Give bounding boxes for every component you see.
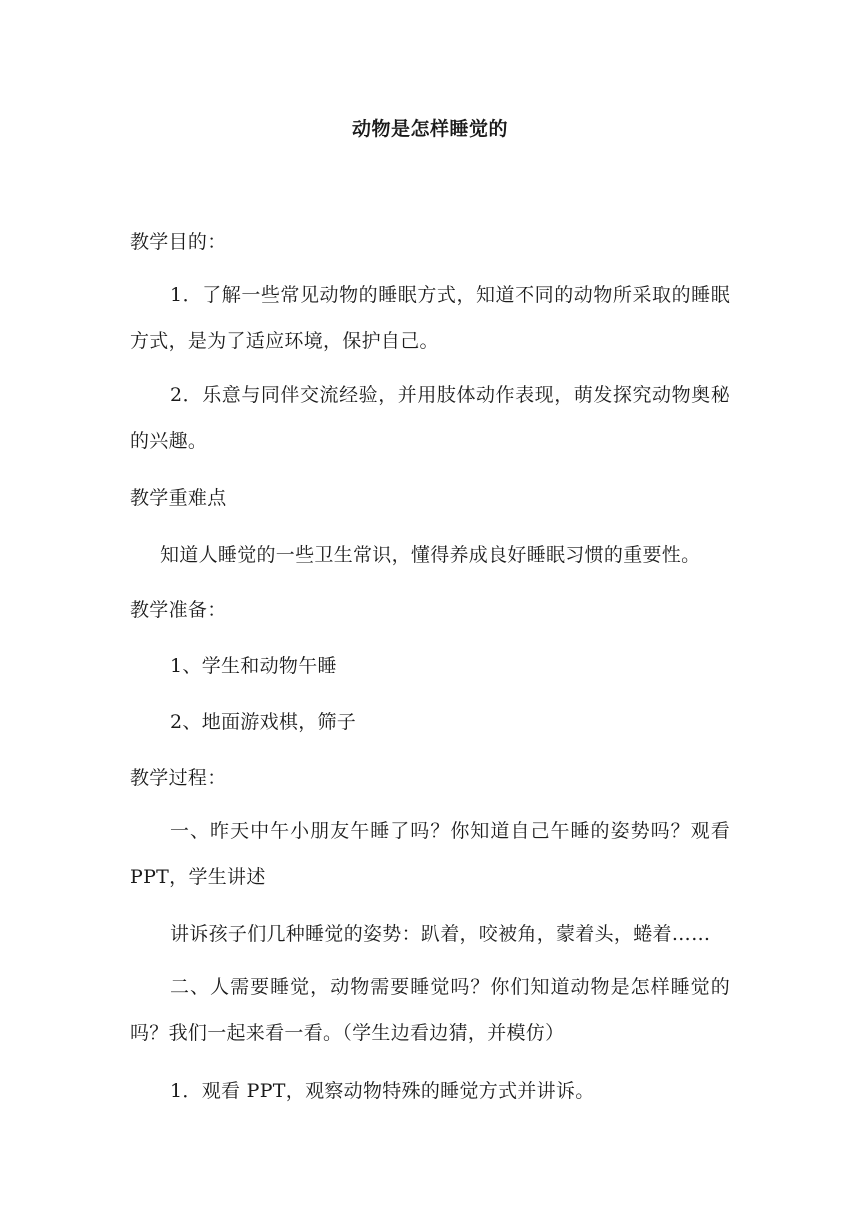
process-heading: 教学过程：	[130, 767, 227, 789]
difficulty-heading: 教学重难点	[130, 487, 227, 509]
preparation-item-2: 2、地面游戏棋，筛子	[170, 711, 357, 733]
objective-item-2: 2．乐意与同伴交流经验，并用肢体动作表现，萌发探究动物奥秘的兴趣。	[130, 384, 730, 452]
process-step-1-detail: 讲诉孩子们几种睡觉的姿势：趴着，咬被角，蒙着头，蜷着……	[170, 923, 711, 945]
process-step-1: 一、昨天中午小朋友午睡了吗？你知道自己午睡的姿势吗？观看PPT，学生讲述	[130, 820, 730, 888]
difficulty-text: 知道人睡觉的一些卫生常识，懂得养成良好睡眠习惯的重要性。	[160, 544, 701, 566]
preparation-item-1: 1、学生和动物午睡	[170, 655, 337, 677]
process-step-2-item-1: 1．观看 PPT，观察动物特殊的睡觉方式并讲诉。	[170, 1080, 595, 1102]
objective-heading: 教学目的：	[130, 231, 227, 253]
preparation-heading: 教学准备：	[130, 599, 227, 621]
objective-item-1: 1．了解一些常见动物的睡眠方式，知道不同的动物所采取的睡眠方式，是为了适应环境，保护自己。	[130, 284, 730, 352]
document-title: 动物是怎样睡觉的	[351, 118, 508, 140]
process-step-2: 二、人需要睡觉，动物需要睡觉吗？你们知道动物是怎样睡觉的吗？我们一起来看一看。（学生边看边猜，并模仿）	[130, 976, 730, 1044]
